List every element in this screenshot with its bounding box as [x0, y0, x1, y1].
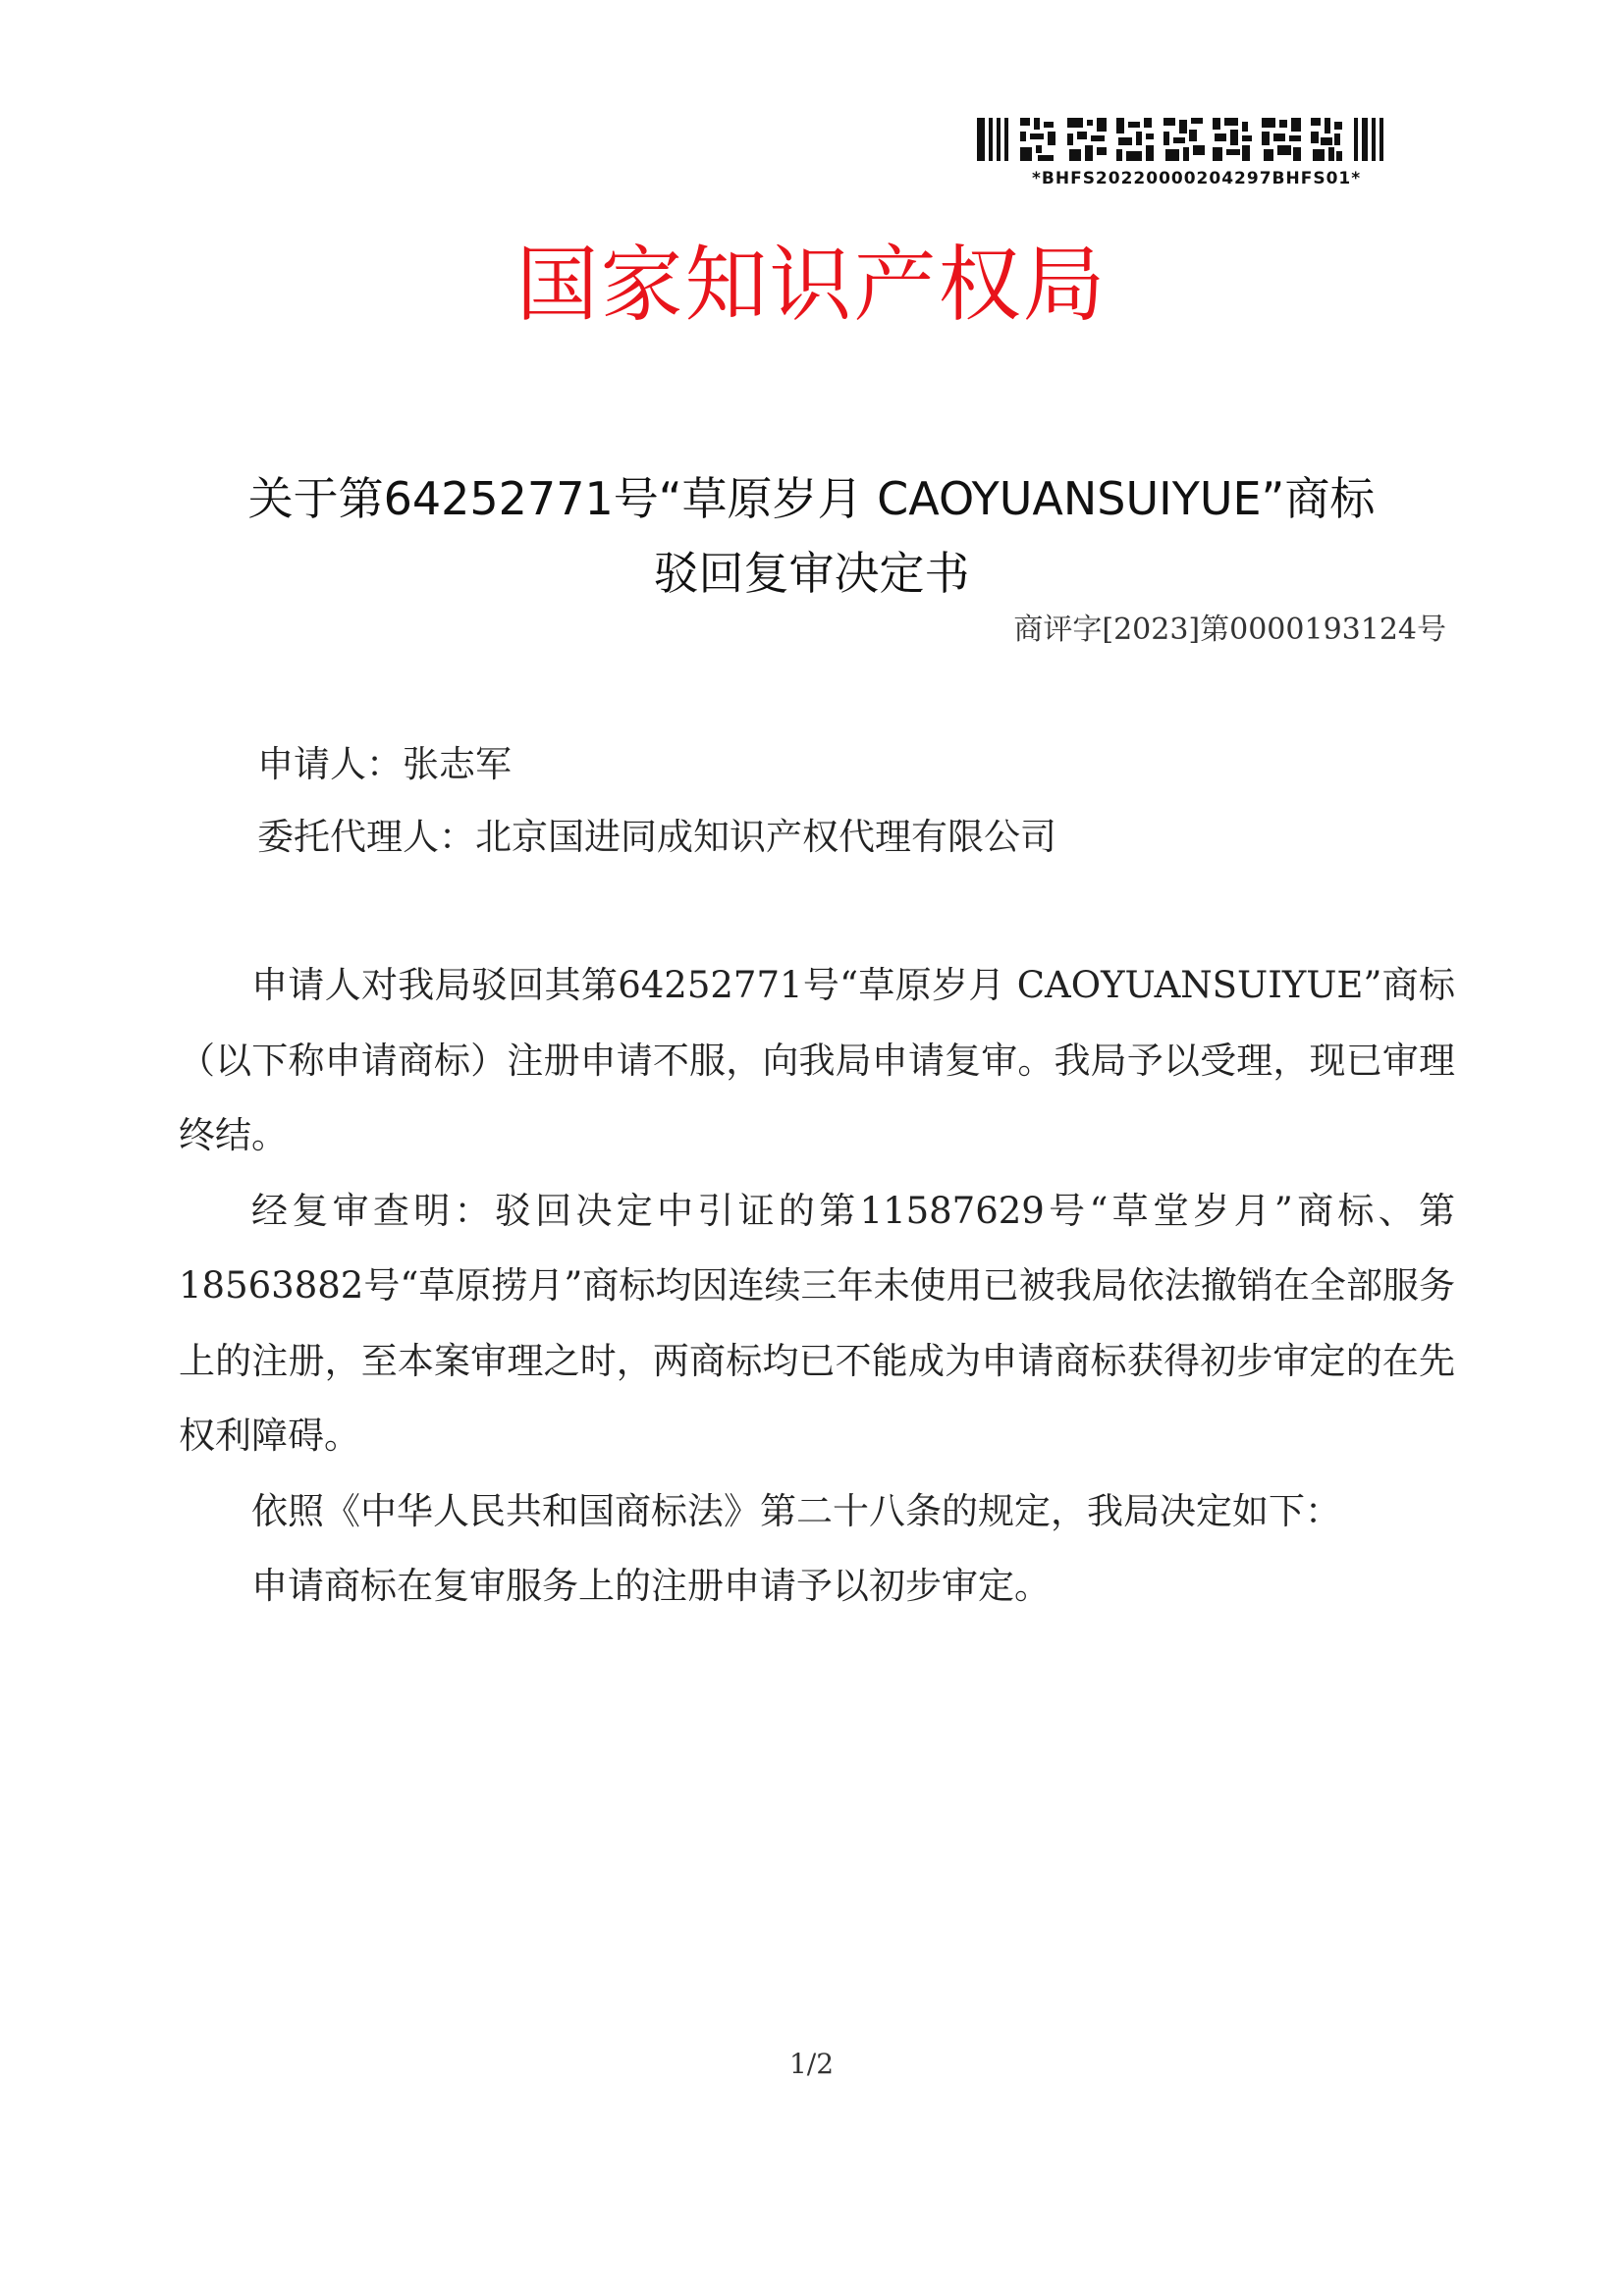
agent-line: 委托代理人：北京国进同成知识产权代理有限公司: [257, 816, 1056, 858]
applicant-line: 申请人：张志军: [257, 743, 512, 785]
document-number: 商评字[2023]第0000193124号: [1013, 613, 1446, 647]
barcode-block: [977, 118, 1389, 188]
paragraph: 依照《中华人民共和国商标法》第二十八条的规定，我局决定如下：: [251, 1489, 1341, 1532]
paragraph: 申请商标在复审服务上的注册申请予以初步审定。: [251, 1565, 1051, 1607]
decision-body: [179, 948, 1455, 1625]
paragraph: 经复审查明：驳回决定中引证的第11587629号“草堂岁月”商标、第18563882号“草原捞月”商标均因连续三年未使用已被我局依法撤销在全部服务上的注册，至本案审理之时，两商标均已不能成为申请商标获得初步审定的在先权利障碍。: [179, 1189, 1455, 1457]
paragraph: 申请人对我局驳回其第64252771号“草原岁月 CAOYUANSUIYUE”商标（以下称申请商标）注册申请不服，向我局申请复审。我局予以受理，现已审理终结。: [179, 964, 1455, 1156]
page-number: 1/2: [788, 2048, 835, 2080]
agency-title: 国家知识产权局: [515, 237, 1108, 333]
barcode-text: *BHFS20220000204297BHFS01*: [1032, 169, 1362, 188]
document-title-line-2: 驳回复审决定书: [653, 547, 970, 600]
document-title: [0, 461, 1623, 611]
document-title-line-1: 关于第64252771号“草原岁月 CAOYUANSUIYUE”商标: [247, 472, 1376, 525]
barcode-image: [977, 118, 1387, 161]
